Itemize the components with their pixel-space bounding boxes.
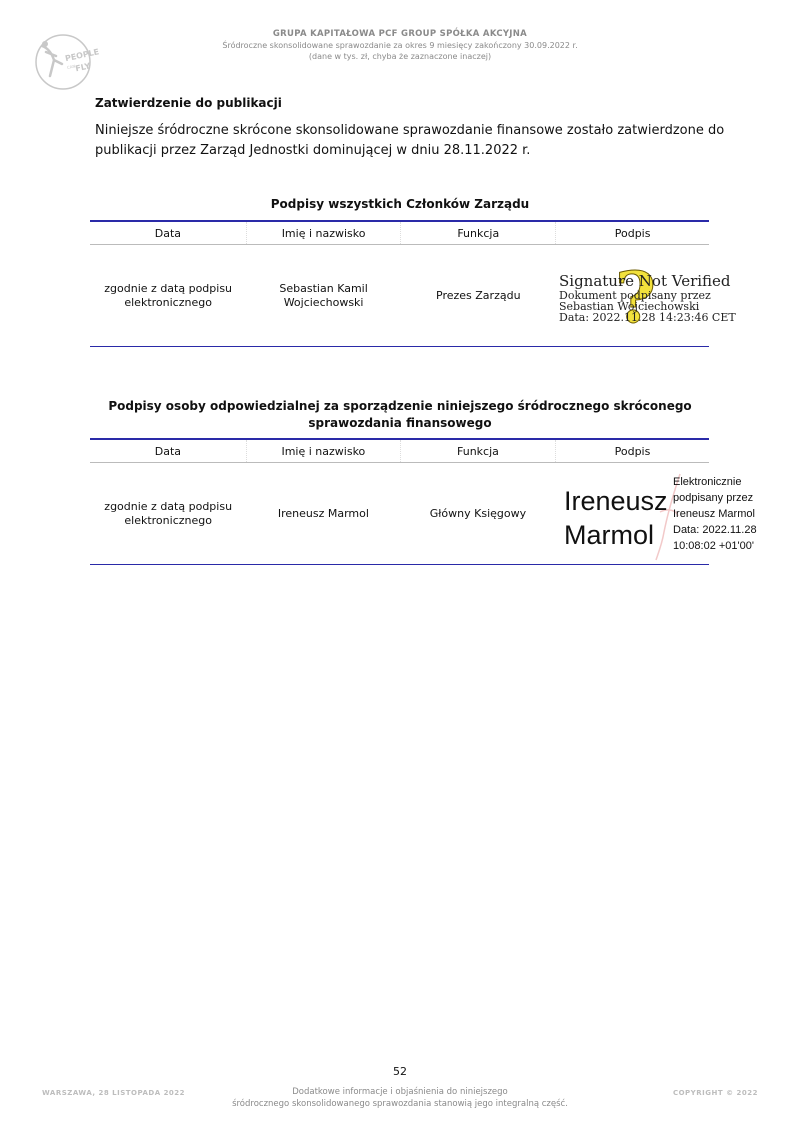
page-header [0, 29, 800, 62]
board-row-date: zgodnie z datą podpisu elektronicznego [90, 245, 246, 347]
header-units: (dane w tys. zł, chyba że zaznaczone inaczej) [308, 52, 492, 61]
signature-line-1: Dokument podpisany przez [559, 289, 711, 302]
preparer-row-role: Główny Księgowy [400, 463, 555, 565]
board-table-title: Podpisy wszystkich Członków Zarządu [270, 197, 530, 211]
unverified-signature [559, 256, 759, 339]
signature-line-2: Sebastian Wojciechowski [559, 300, 700, 313]
preparer-table-title: Podpisy osoby odpowiedzialnej za sporządzenie niniejszego śródrocznego skróconego sprawozdania finansowego [108, 399, 692, 430]
header-report: Śródroczne skonsolidowane sprawozdanie za okres 9 miesięcy zakończony 30.09.2022 r. [222, 41, 578, 50]
header-company: GRUPA KAPITAŁOWA PCF GROUP SPÓŁKA AKCYJNA [272, 29, 528, 39]
page-number: 52 [393, 1065, 407, 1078]
logo-text-can: CAN [66, 63, 76, 71]
approval-title: Zatwierdzenie do publikacji [95, 96, 282, 110]
footer-copyright: COPYRIGHT © 2022 [672, 1089, 758, 1097]
board-header-date: Data [90, 221, 246, 245]
preparer-row-name: Ireneusz Marmol [246, 463, 400, 565]
preparer-header-name: Imię i nazwisko [246, 439, 400, 463]
approval-text: Niniejsze śródroczne skrócone skonsolidowane sprawozdanie finansowe zostało zatwierdzone do publikacji przez Zarząd Jednostki dominującej w dniu 28.11.2022 r. [95, 123, 725, 158]
logo-text-fly: FLY [74, 61, 92, 74]
signature-name: Ireneusz Marmol [564, 486, 668, 550]
signature-status: Signature Not Verified [559, 272, 731, 290]
preparer-row-date: zgodnie z datą podpisu elektronicznego [90, 463, 246, 565]
board-row-role: Prezes Zarządu [401, 245, 556, 347]
preparer-header-signature: Podpis [556, 439, 710, 463]
board-header-role: Funkcja [401, 221, 556, 245]
preparer-header-date: Data [90, 439, 246, 463]
signature-line-3: Data: 2022.11.28 14:23:46 CET [559, 311, 736, 324]
footer-location-date: WARSZAWA, 28 LISTOPADA 2022 [42, 1089, 186, 1097]
preparer-header-role: Funkcja [400, 439, 555, 463]
board-header-signature: Podpis [556, 221, 709, 245]
board-header-name: Imię i nazwisko [246, 221, 401, 245]
signature-details: Elektronicznie podpisany przez Ireneusz Marmol Data: 2022.11.28 10:08:02 +01'00' [673, 476, 757, 552]
footer-note: Dodatkowe informacje i objaśnienia do niniejszego śródrocznego skonsolidowanego sprawozdania stanowią jego integralną część. [232, 1087, 568, 1109]
logo-text-people: PEOPLE [64, 47, 100, 64]
electronic-signature [564, 478, 774, 558]
question-mark-icon: ? [615, 256, 657, 339]
board-row-name: Sebastian Kamil Wojciechowski [246, 245, 401, 347]
